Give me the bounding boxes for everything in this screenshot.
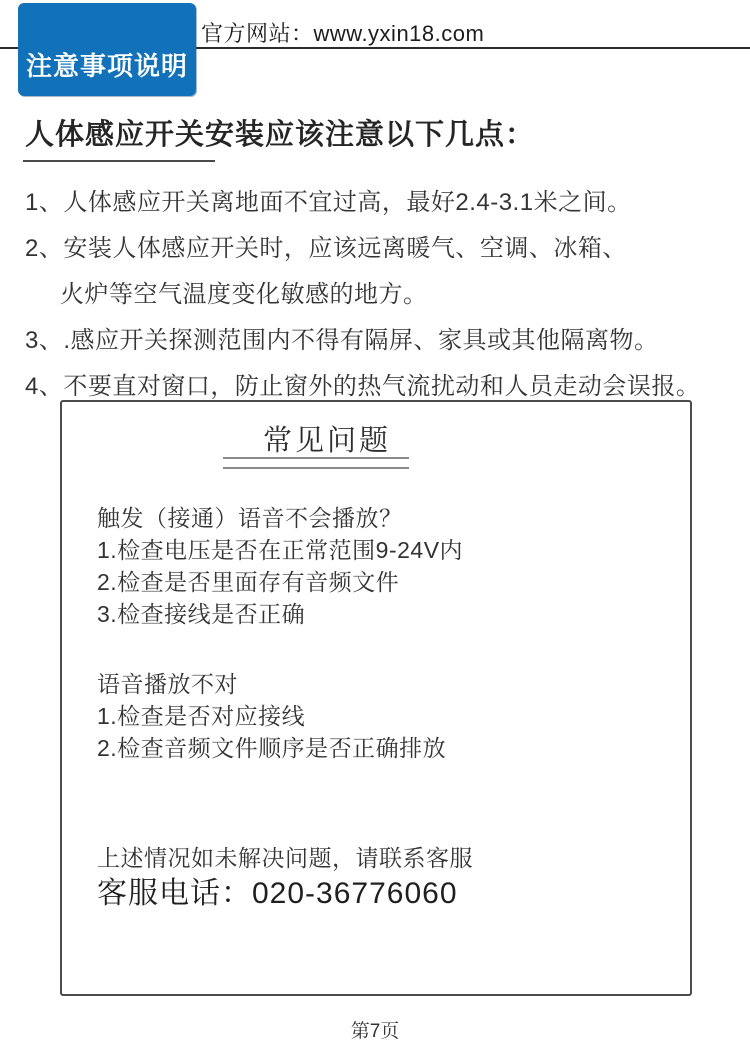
- note-item-2: 2、安装人体感应开关时，应该远离暖气、空调、冰箱、: [25, 235, 627, 262]
- faq-question-2: 语音播放不对: [97, 671, 238, 697]
- faq-section-wrong-audio: [97, 668, 446, 764]
- installation-notes-list: [25, 180, 735, 410]
- note-item-1: 1、人体感应开关离地面不宜过高，最好2.4-3.1米之间。: [25, 189, 632, 216]
- page-number: 第7页: [350, 1021, 400, 1042]
- faq-title: 常见问题: [263, 425, 392, 457]
- faq-answer-1-step-1: 1.检查电压是否在正常范围9-24V内: [97, 537, 464, 563]
- heading-underline: [23, 160, 215, 162]
- page-heading: 人体感应开关安装应该注意以下几点：: [25, 119, 536, 151]
- note-item-2-continued: 火炉等空气温度变化敏感的地方。: [60, 281, 428, 308]
- note-item-3: 3、.感应开关探测范围内不得有隔屏、家具或其他隔离物。: [25, 327, 659, 354]
- contact-note: 上述情况如未解决问题，请联系客服: [97, 845, 473, 871]
- website-label: 官方网站：www.yxin18.com: [201, 21, 485, 46]
- faq-question-1: 触发（接通）语音不会播放？: [97, 505, 403, 531]
- faq-answer-2-step-1: 1.检查是否对应接线: [97, 703, 306, 729]
- contact-phone-number: 客服电话：020-36776060: [97, 877, 458, 910]
- faq-answer-1-step-2: 2.检查是否里面存有音频文件: [97, 569, 400, 595]
- faq-answer-2-step-2: 2.检查音频文件顺序是否正确排放: [97, 735, 447, 761]
- faq-title-double-underline: [223, 457, 409, 469]
- notice-badge: [18, 3, 196, 96]
- note-item-4: 4、不要直对窗口，防止窗外的热气流扰动和人员走动会误报。: [25, 373, 701, 400]
- faq-section-playback-not-triggering: [97, 502, 463, 630]
- faq-answer-1-step-3: 3.检查接线是否正确: [97, 601, 306, 627]
- faq-box: [60, 400, 692, 996]
- notice-badge-label: 注意事项说明: [25, 51, 188, 81]
